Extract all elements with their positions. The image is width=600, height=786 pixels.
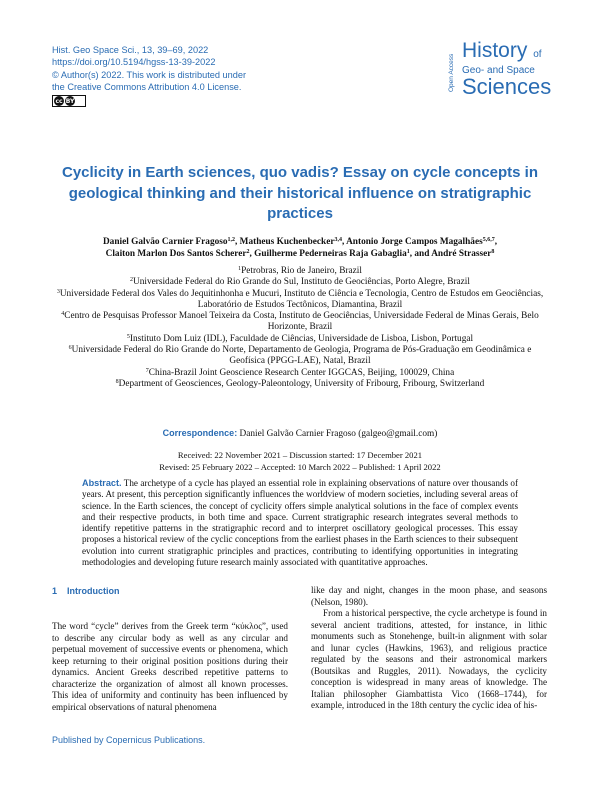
correspondence [52,428,548,439]
abstract-label: Abstract. [82,478,122,488]
cc-by-license-icon[interactable] [52,95,86,107]
section-number: 1 [52,586,58,596]
author: Claiton Marlon Dos Santos Scherer$^2$, [105,249,255,260]
paper-title: Cyclicity in Earth sciences, quo vadis? Essay on cycle concepts in geological thinking and their historical influence on stratigraphic practices [61,164,539,222]
author: Guilherme Pederneiras Raja Gabaglia$^1$, and [254,249,432,260]
affiliation: $^8$Department of Geosciences, Geology-Paleontology, University of Fribourg, Fribourg, Switzerland [115,378,485,389]
journal-citation: Hist. Geo Space Sci., 13, 39–69, 2022 [52,45,209,55]
dates-line-2: Revised: 25 February 2022 – Accepted: 10 March 2022 – Published: 1 April 2022 [159,462,441,472]
author: Daniel Galvão Carnier Fragoso$^{1,2}$, [102,237,240,247]
body-column-left [52,621,288,713]
abstract [82,478,518,568]
affiliation: $^7$China-Brazil Joint Geoscience Research Center IGGCAS, Beijing, 100029, China [145,367,455,378]
open-access-label: Open Access [448,53,455,92]
affiliation: $^4$Centro de Pesquisas Professor Manoel Teixeira da Costa, Instituto de Geociências, Universidade Federal de Minas Gerais, Belo Horizonte, Brazil [61,311,539,333]
citation-block [52,44,246,93]
author: André Strasser$^8$ [431,249,495,260]
abstract-text: The archetype of a cycle has played an essential role in explaining observations of nature over thousands of years. At present, this perception significantly influences the worldview of modern societies, including several areas of science. In the Earth sciences, the concept of cyclicity offers simple analytical solutions in the face of complex events and their respective products, in both time and space. Current stratigraphic research integrates several methods to identify repetitive patterns in the stratigraphic record and to interpret oscillatory geological processes. This essay proposes a historical review of the cyclic conceptions from the earliest phases in the Earth sciences to their subsequent evolution into current stratigraphic principles and practices, contributing to identifying opportunities in integrating methodologies and developing future research mainly associated with quantitative approaches. [82,478,518,567]
correspondence-text[interactable]: Daniel Galvão Carnier Fragoso (galgeo@gmail.com) [239,429,438,439]
affiliation: $^6$Universidade Federal do Rio Grande do Norte, Departamento de Geologia, Programa de Pós-Graduação em Geodinâmica e Geofísica (PPGG-LAE), Natal, Brazil [68,345,532,367]
body-column-right [311,585,547,712]
by-icon: BY [65,97,75,105]
paragraph: like day and night, changes in the moon phase, and seasons (Nelson, 1980). [311,585,547,607]
correspondence-label: Correspondence: [162,428,238,438]
affiliation: $^1$Petrobras, Rio de Janeiro, Brazil [238,266,362,276]
journal-name-line-1: History [462,39,528,62]
section-heading-introduction [52,586,120,596]
copyright-line-2[interactable]: the Creative Commons Attribution 4.0 License. [52,81,242,92]
author-list [52,236,548,261]
paragraph: The word “cycle” derives from the Greek term “κύκλος”, used to describe any circular body as well as any circular and perpetual movement of successive events or phenomena, which keep returning to their original position positions during their dynamics. Ancient Greeks described repetitive patterns to characterize the organization of almost all known processes. This idea of uniformity and continuity has been influenced by empirical observations of natural phenomena [52,621,288,712]
publication-dates [52,449,548,473]
journal-logo [462,40,551,97]
doi-link[interactable]: https://doi.org/10.5194/hgss-13-39-2022 [52,57,216,68]
journal-name-line-3: Sciences [462,74,552,99]
affiliation: $^5$Instituto Dom Luiz (IDL), Faculdade de Ciências, Universidade de Lisboa, Lisbon, Portugal [126,333,474,344]
cc-icon: cc [55,97,63,105]
affiliation: $^3$Universidade Federal dos Vales do Jequitinhonha e Mucuri, Instituto de Ciência e Tecnologia, Centro de Estudos em Geociências, Laboratório de Estudos Tectônicos, Diamantina, Brazil [56,288,544,310]
publisher-footer[interactable]: Published by Copernicus Publications. [52,735,206,745]
journal-name-of: of [533,49,542,60]
copyright-line-1: © Author(s) 2022. This work is distributed under [52,69,247,80]
journal-name-line-2: Geo- and Space [462,65,535,76]
section-title: Introduction [67,586,120,596]
author: Matheus Kuchenbecker$^{3,4}$, [239,237,347,247]
affiliation: $^2$Universidade Federal do Rio Grande do Sul, Instituto de Geociências, Porto Alegre, Brazil [130,277,470,288]
author: Antonio Jorge Campos Magalhães$^{5,6,7}$, [346,237,498,247]
affiliation-list [52,266,548,390]
dates-line-1: Received: 22 November 2021 – Discussion started: 17 December 2021 [177,450,423,460]
paragraph: From a historical perspective, the cycle archetype is found in several ancient traditions, attested, for instance, in lithic monuments such as Stonehenge, built-in alignment with solar and lunar cycles (Hawkins, 1963), and religious practice regulated by the seasons and their astronomical markers (Boutsikas and Ruggles, 2011). Nowadays, the cyclicity conception is widespread in many areas of knowledge. The Italian philosopher Giambattista Vico (1668–1744), for example, introduced in the 18th century the cyclic idea of his- [311,608,547,710]
